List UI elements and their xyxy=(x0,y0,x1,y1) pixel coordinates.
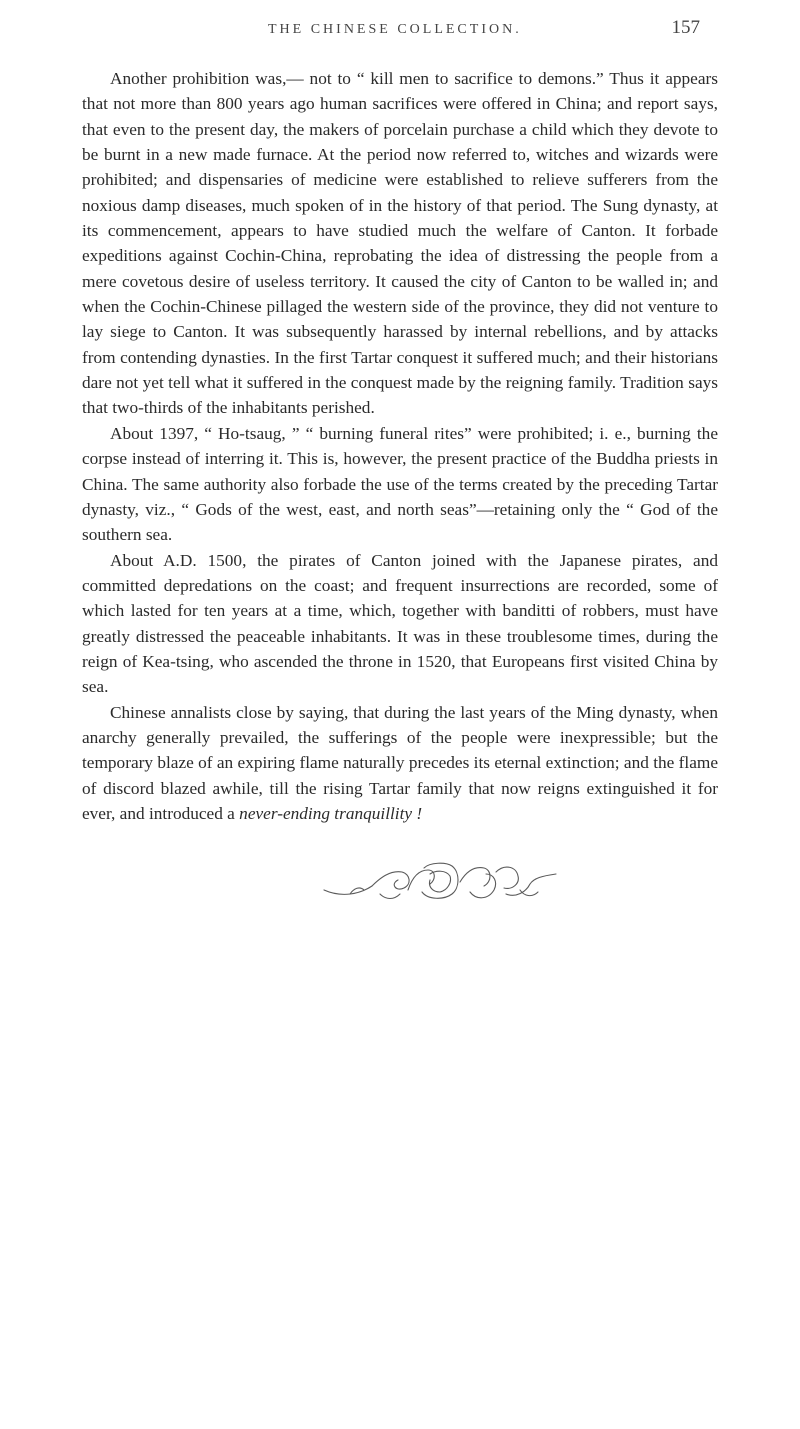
paragraph-text: Chinese annalists close by saying, that during the last years of the Ming dynasty, when anarchy generally prevailed, the sufferings of the people were inexpressible; but the temporary blaze of an expiring flame naturally precedes its eternal extinction; and the flame of discord blazed awhile, till the rising Tartar family that now reigns extinguished it for ever, and introduced a xyxy=(82,702,718,823)
paragraph: About 1397, “ Ho-tsaug, ” “ burning funeral rites” were prohibited; i. e., burning the corpse instead of interring it. This is, however, the present practice of the Buddha priests in China. The same authority also forbade the use of the terms created by the preceding Tartar dynasty, viz., “ Gods of the west, east, and north seas”—retaining only the “ God of the southern sea. xyxy=(82,423,718,545)
paragraph: About A.D. 1500, the pirates of Canton joined with the Japanese pirates, and committed depredations on the coast; and frequent insurrections are recorded, some of which lasted for ten years at a time, which, together with banditti of robbers, must have greatly distressed the peaceable inhabitants. It was in these troublesome times, during the reign of Kea-tsing, who ascended the throne in 1520, that Europeans first visited China by sea. xyxy=(82,550,718,697)
emphasized-phrase: never-ending tranquillity ! xyxy=(239,803,423,823)
decorative-tailpiece-icon xyxy=(320,860,560,904)
page-number: 157 xyxy=(671,17,700,38)
paragraph xyxy=(82,700,718,827)
running-head: THE CHINESE COLLECTION. xyxy=(268,22,522,37)
body-text xyxy=(82,66,718,826)
paragraph: Another prohibition was,— not to “ kill men to sacrifice to demons.” Thus it appears that not more than 800 years ago human sacrifices were offered in China; and report says, that even to the present day, the makers of porcelain purchase a child which they devote to be burnt in a new made furnace. At the period now referred to, witches and wizards were prohibited; and dispensaries of medicine were established to relieve sufferers from the noxious damp diseases, much spoken of in the history of that period. The Sung dynasty, at its commencement, appears to have studied much the welfare of Canton. It forbade expeditions against Cochin-China, reprobating the idea of distressing the people from a mere covetous desire of useless territory. It caused the city of Canton to be walled in; and when the Cochin-Chinese pillaged the western side of the province, they did not venture to lay siege to Canton. It was subsequently harassed by internal rebellions, and by attacks from contending dynasties. In the first Tartar conquest it suffered much; and their historians dare not yet tell what it suffered in the conquest made by the reigning family. Tradition says that two-thirds of the inhabitants perished. xyxy=(82,69,718,418)
